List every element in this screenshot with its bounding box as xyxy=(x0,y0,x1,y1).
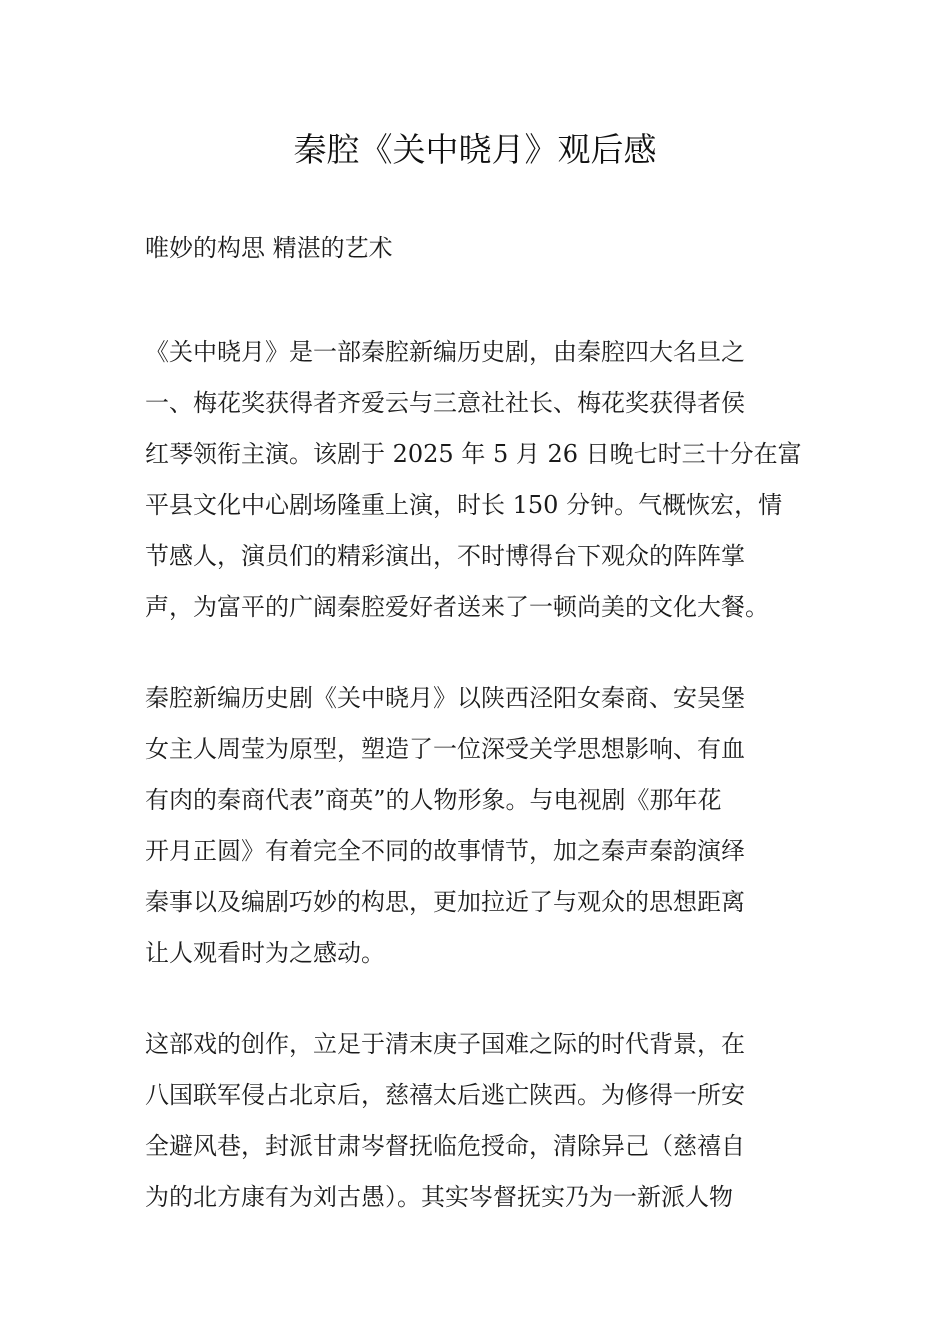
paragraph-line: 这部戏的创作，立足于清末庚子国难之际的时代背景，在 xyxy=(145,1030,745,1058)
paragraph-line: 节感人，演员们的精彩演出，不时博得台下观众的阵阵掌 xyxy=(145,542,745,570)
paragraph-line: 让人观看时为之感动。 xyxy=(145,939,385,967)
paragraph-line: 《关中晓月》是一部秦腔新编历史剧，由秦腔四大名旦之 xyxy=(145,338,745,366)
paragraph-line: 有肉的秦商代表”商英”的人物形象。与电视剧《那年花 xyxy=(145,786,722,814)
document-title: 秦腔《关中晓月》观后感 xyxy=(293,130,657,169)
paragraph-line: 全避风巷，封派甘肃岑督抚临危授命，清除异己（慈禧自 xyxy=(145,1132,745,1160)
paragraph-1 xyxy=(145,327,807,633)
paragraph-line: 一、梅花奖获得者齐爱云与三意社社长、梅花奖获得者侯 xyxy=(145,389,745,417)
paragraph-2 xyxy=(145,673,807,979)
paragraph-3 xyxy=(145,1019,807,1223)
paragraph-line: 女主人周莹为原型，塑造了一位深受关学思想影响、有血 xyxy=(145,735,745,763)
paragraph-line: 秦事以及编剧巧妙的构思，更加拉近了与观众的思想距离 xyxy=(145,888,745,916)
paragraph-line: 声，为富平的广阔秦腔爱好者送来了一顿尚美的文化大餐。 xyxy=(145,593,769,621)
paragraph-line: 秦腔新编历史剧《关中晓月》以陕西泾阳女秦商、安吴堡 xyxy=(145,684,745,712)
paragraph-line: 为的北方康有为刘古愚）。其实岑督抚实乃为一新派人物 xyxy=(145,1183,733,1211)
paragraph-line: 八国联军侵占北京后，慈禧太后逃亡陕西。为修得一所安 xyxy=(145,1081,745,1109)
paragraph-line: 开月正圆》有着完全不同的故事情节，加之秦声秦韵演绎 xyxy=(145,837,745,865)
paragraph-line: 红琴领衔主演。该剧于 2025 年 5 月 26 日晚七时三十分在富 xyxy=(145,440,802,468)
document-subtitle: 唯妙的构思 精湛的艺术 xyxy=(145,234,393,262)
paragraph-line: 平县文化中心剧场隆重上演，时长 150 分钟。气概恢宏，情 xyxy=(145,491,783,519)
